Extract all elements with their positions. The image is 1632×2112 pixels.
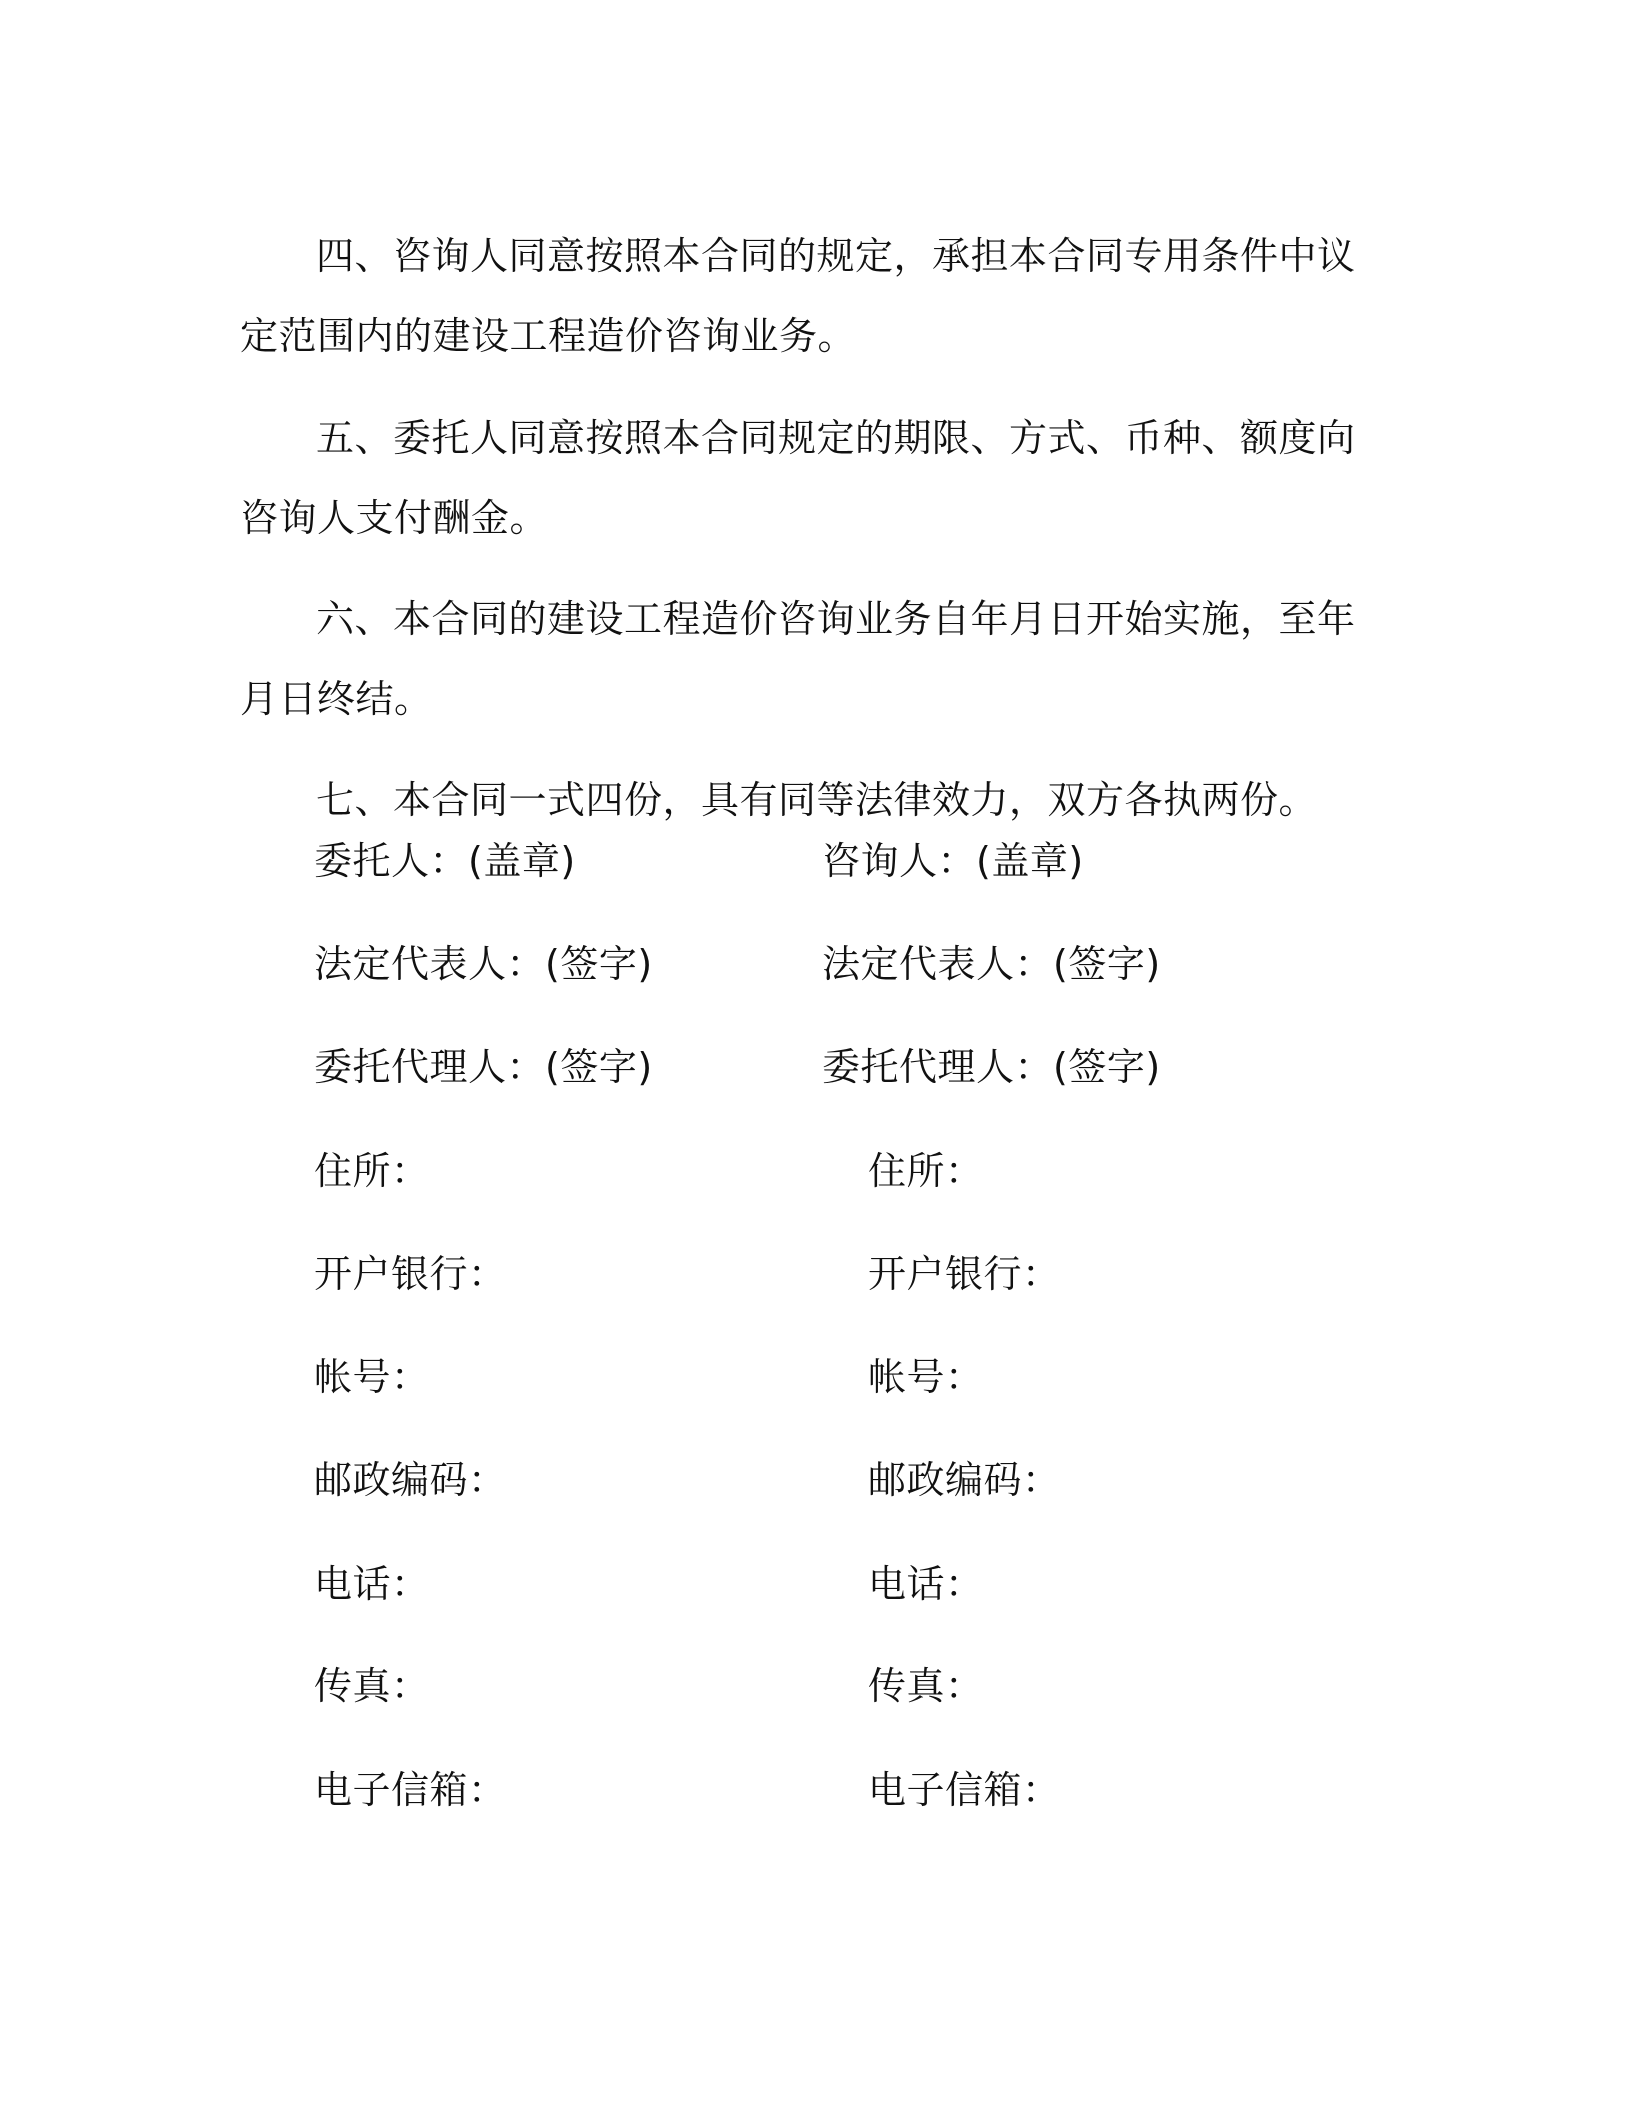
clause-seven: 七、本合同一式四份，具有同等法律效力，双方各执两份。 — [316, 778, 1318, 822]
clause-six: 六、本合同的建设工程造价咨询业务自年月日开始实施，至年月日终结。 — [240, 597, 1356, 721]
consultant-party-label: 咨询人：(盖章) — [822, 839, 1084, 883]
consultant-agent-label: 委托代理人：(签字) — [822, 1045, 1161, 1089]
consultant-address-label: 住所： — [868, 1149, 984, 1193]
consultant-fax-label: 传真： — [868, 1664, 984, 1708]
consultant-legal-rep-label: 法定代表人：(签字) — [822, 942, 1161, 986]
client-agent-label: 委托代理人：(签字) — [314, 1045, 653, 1089]
consultant-phone-label: 电话： — [868, 1562, 984, 1606]
client-postcode-label: 邮政编码： — [314, 1458, 507, 1502]
clause-five: 五、委托人同意按照本合同规定的期限、方式、币种、额度向咨询人支付酬金。 — [240, 416, 1356, 540]
client-legal-rep-label: 法定代表人：(签字) — [314, 942, 653, 986]
consultant-bank-label: 开户银行： — [868, 1252, 1061, 1296]
clause-four: 四、咨询人同意按照本合同的规定，承担本合同专用条件中议定范围内的建设工程造价咨询业务。 — [240, 234, 1356, 358]
client-phone-label: 电话： — [314, 1562, 430, 1606]
client-account-label: 帐号： — [314, 1355, 430, 1399]
client-address-label: 住所： — [314, 1149, 430, 1193]
client-party-label: 委托人：(盖章) — [314, 839, 576, 883]
client-fax-label: 传真： — [314, 1664, 430, 1708]
consultant-postcode-label: 邮政编码： — [868, 1458, 1061, 1502]
client-bank-label: 开户银行： — [314, 1252, 507, 1296]
client-email-label: 电子信箱： — [314, 1768, 507, 1812]
consultant-account-label: 帐号： — [868, 1355, 984, 1399]
consultant-email-label: 电子信箱： — [868, 1768, 1061, 1812]
